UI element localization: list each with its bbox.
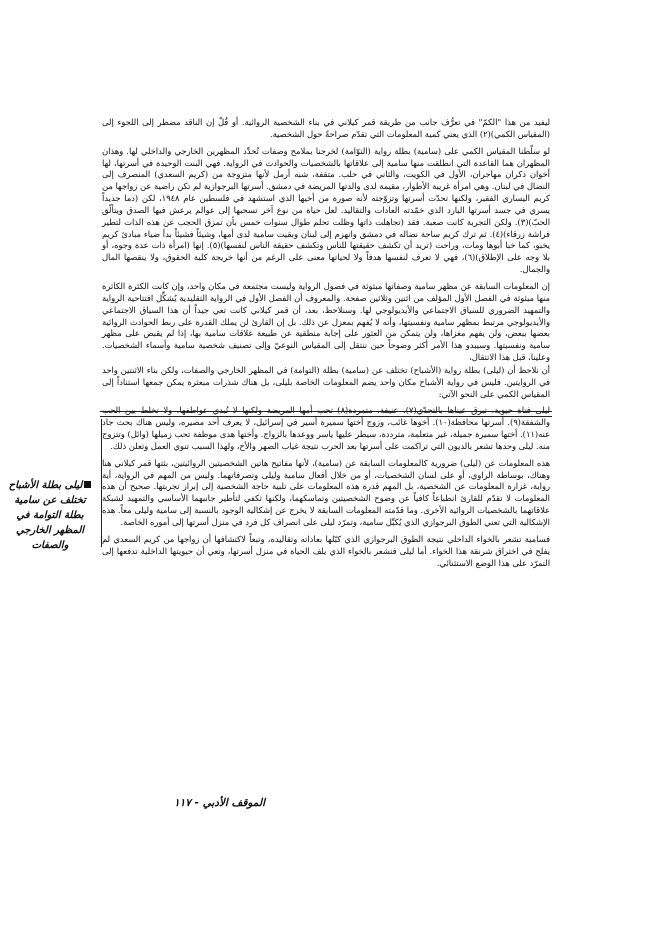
article-paragraph: أن نلاحظ أن (ليلى) بطلة رواية (الأشباح) تختلف عن (سامية) بطلة (التوامة) في المظهر الخارجي والصفات، ولكن بناء الاثنتين واحد في الروايتين. فليس في رواية الأشباح مكان واحد يضم المعلومات الخاصة بليلى، بل هناك شذرات مبعثرة يمكن جمعها استناداً إلى المقياس الكمي على النحو الآتي: (102, 364, 550, 399)
square-bullet-icon (84, 481, 91, 488)
article-paragraph: ليفيد من هذا "الكمّ" في تعرُّف جانب من طريقة قمر كيلاني في بناء الشخصية الروائية. أو قُلْ إن الناقد مضطر إلى اللجوء إلى (المقياس الكمي)(٢) الذي يعني كمية المعلومات التي تقدّم صراحةً حول الشخصية. (102, 117, 550, 139)
article-paragraph: هذه المعلومات عن (ليلى) ضرورية كالمعلومات السابقة عن (سامية)، لأنها مفاتيح هاتين الشخصيتين الروائيتين، بثتها قمر كيلاني هنا وهناك، بوساطة الراوي، أو على لسان الشخصيات، أو من خلال أفعال سامية وليلى وتصرفاتهما. وليس من المهم في الرواية، أية رواية، غزارة المعلومات عن الشخصية، بل المهم قدرة هذه المعلومات على تلبية حاجة الشخصية إلى إبراز تجربتها. صحيح أن هذه المعلومات لا تقدّم للقارئ انطباعاً كافياً عن وضوح الشخصيتين وتماسكهما، ولكنها تكفي لتأطير جانبهما الأساسي والتمهيد لشبكة علاقاتهما بالشخصيات الروائية الأخرى. وما قدّمته المعلومات السابقة لا يخرج عن إشكالية الوجود بالنسبة إلى سامية وليلى معاً. هذه الإشكالية التي تعني الطوق البرجوازي الذي يُكبِّل سامية، وتمرّد ليلى على انصراف كل فرد في منزل أسرتها إلى أموره الخاصة. (102, 457, 550, 527)
article-paragraph: ليلى فتاة حيوية، تبرق عيناها بالتحدّي(٧). عنيفة، متمردة(٨) تحب أمها المريضة ولكنها لا تُبدي عواطفها، ولا تخلط بين الحب والشفقة(٩). أسرتها محافظة(١٠). أخوها غائب، وزوج أختها سميرة أسير في إسرائيل، لا يعرف أحد مصيره، وليس هناك بحث جاد عنه(١١). أختها سميرة جميلة، غير متعلمة، مترددة، سيطر عليها ياسر ووعدها بالزواج. وأختها هدى موظفة تحب زميلها (وائل) وتتزوج منه. ليلى وحدها تشعر بالديون التي تراكمت على أسرتها بعد الحرب نتيجة غياب الصهر والأخ، ولهذا السبب تنوي العمل وتعلن ذلك. (102, 405, 551, 451)
page-footer: الموقف الأدبي - ١١٧ (173, 797, 265, 809)
pull-quote (8, 478, 92, 553)
pull-quote-text: ليلى بطلة الأشباح تختلف عن سامية بطلة التوامة في المظهر الخارجي والصفات (8, 480, 86, 551)
article-paragraph: إن المعلومات السابقة عن مظهر سامية وصفاتها مبثوثة في فصول الرواية وليست مجتمعة في مكان واحد، وإن كانت الكثرة الكاثرة منها مبثوثة في الفصل الأول المؤلف من اثنين وثلاثين صفحة. والمعروف أن الفصل الأول في الرواية التقليدية يُشكِّل افتتاحية الرواية والتمهيد الضروري للسياق الاجتماعي والأيديولوجي لها. وسنلاحظ، بعد، أن قمر كيلاني كانت تعي جيداً أن هذا السياق الاجتماعي والأيديولوجي مرتبط بمظهر سامية ونفسيتها، وأنه لا يُفهم بمعزل عن ذلك. بل إن القارئ لن يملك القدرة على ربط الحوادث الروائية بعضها ببعض، ولن يفهم مغزاها، ولن يتمكن من العثور على إجابة منطقية عن طبيعة علاقات سامية بها، إذا لم يقبض على مظهر سامية ونفسيتها. وسيبدو هذا الأمر أكثر وضوحاً حين ننتقل إلى المقياس النوعيّ وإلى تصنيف شخصية سامية وأسماء الشخصيات. وعلينا، قبل هذا الانتقال، (102, 280, 550, 363)
article-paragraph: لو سلّطنا المقياس الكمي على (سامية) بطلة رواية (التوّامة) لخرجنا بملامح وصفات تُحدِّد المظهرين الخارجي والداخلي لها. وهذان المظهران هما القاعدة التي انطلقت منها سامية إلى علاقاتها بالشخصيات والحوادث في الرواية. فهي البنت الوحيدة في أسرتها، لها أخوان ذكران مهاجران، الأول في الكويت، والثاني في حلب. متقفة، شبه أرمل لأنها متزوجة من (كريم السعدي) المنصرف إلى النضال في لبنان. وهي امرأة غريبة الأطوار، مقيمة لدى والدتها المريضة في دمشق. أسرتها البرجوازية لم تكن راضية عن زواجها من كريم اليساري الفقير، ولكنها تحدّت أسرتها وتزوّجته لأنه صورة من أخيها الذي استشهد في فلسطين عام ١٩٤٨، لكن (دما جديداً يسري في جسد أسرتها البارد الذي خمّدته العادات والتقاليد. لعل حياة من نوع آخر تسحبها إلى عوالم يرعش فيها الصدق ويتألّق الحبّ)(٣). ولكن التجربة كانت صعبة. فقد (تجاهلت ذاتها وظلت تحلم طوال سنوات خمس بأن تمزق الحجب عن هذه الذات لتطير فراشة زرقاء)(٤). ثم ترك كريم ساحة نضاله في دمشق وانهزم إلى لبنان وبقيت سامية لدى أمها، وشيئاً فشيئاً بدأ ضياء مبادئ كريم يخبو، كما خبا أبوها ومات، وراحت (تريد أن تكشف حقيقتها للناس وتكشف حقيقة الناس لنفسها)(٥). إنها (امرأة ذات عدة وجوه، أو بلا وجه على الإطلاق)(٦)، فهي لا تعرف لنفسها هدفاً ولا لحياتها معنى على الرغم من أنها خريجة كلية الحقوق، ولا ينقصها المال والجمال. (102, 145, 551, 275)
section-divider (100, 416, 552, 417)
section-divider (100, 411, 552, 412)
pull-quote-rule (101, 419, 102, 547)
article-body (102, 117, 550, 574)
article-paragraph: فسامية تشعر بالخواء الداخلي نتيجة الطوق البرجوازي الذي كبّلها بعاداته وتقاليده، وتبعاً لاكتشافها أن زواجها من كريم السعدي لم يفلح في اختراق شرنقة هذا الخواء. أما ليلى فتشعر بالخواء الذي يلف الحياة في منزل أسرتها، وتعي أن حيويتها الداخلية تدفعها إلى التمرّد على هذا الوضع الاستثنائي. (102, 533, 550, 568)
